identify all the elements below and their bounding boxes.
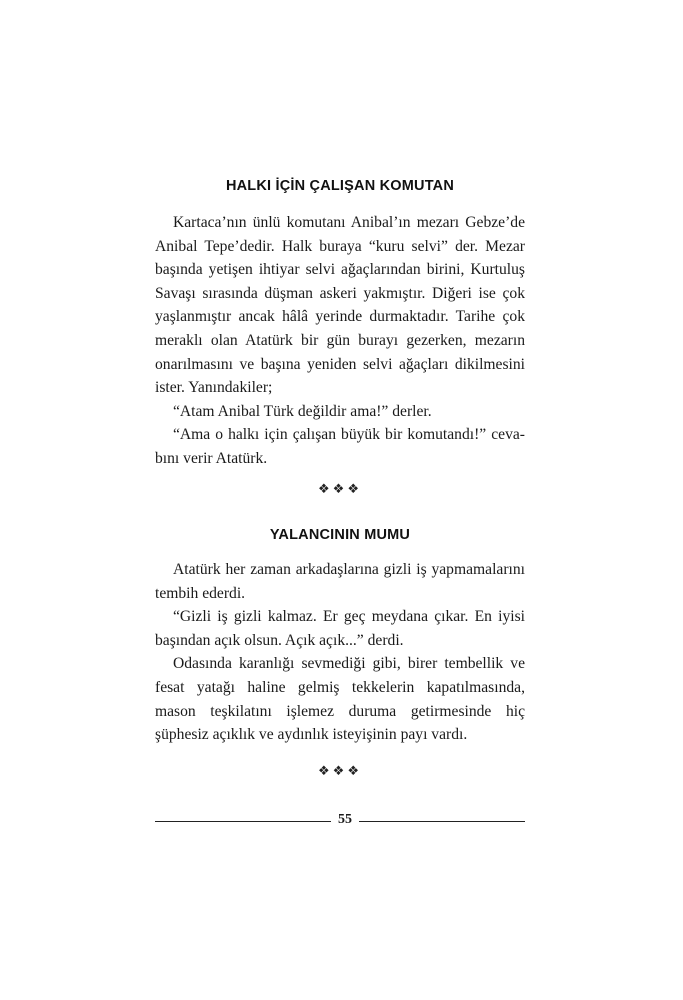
paragraph: “Atam Anibal Türk değildir ama!” derler. bbox=[173, 402, 432, 420]
section-1-body bbox=[155, 211, 525, 471]
footer-rule-right bbox=[359, 821, 525, 822]
paragraph: Kartaca’nın ünlü komutanı Anibal’ın mezarı Gebze’de Anibal Tepe’dedir. Halk buraya “kuru selvi” der. Mezar başında yetişen ihtiyar selvi ağaçlarından birini, Kurtuluş Savaşı sırasında düşman askeri yakmıştır. Diğeri ise çok yaşlanmıştır ancak hâlâ yerinde durmaktadır. Tarihe çok meraklı olan Atatürk bir gün burayı gezerken, mezarın onarılmasını ve başına yeniden selvi ağaçları dikilmesini ister. Yanındakiler; bbox=[155, 214, 525, 397]
footer-rule-left bbox=[155, 821, 331, 822]
page-footer bbox=[155, 812, 525, 832]
page-number: 55 bbox=[338, 812, 352, 827]
paragraph: “Ama o halkı için çalışan büyük bir komutandı!” cevabını verir Atatürk. bbox=[155, 426, 525, 467]
section-divider-ornament: ❖❖❖ bbox=[318, 482, 362, 497]
paragraph: “Gizli iş gizli kalmaz. Er geç meydana çıkar. En iyisi başından açık olsun. Açık açık...” derdi. bbox=[155, 608, 525, 649]
section-2-body bbox=[155, 558, 525, 747]
paragraph: Odasında karanlığı sevmediği gibi, birer tembellik ve fesat yatağı haline gelmiş tekkelerin kapatılmasında, mason teşkilatını işlemez duruma getirmesinde hiç şüphesiz açıklık ve aydınlık isteyişinin payı vardı. bbox=[155, 655, 525, 744]
section-title-2: YALANCININ MUMU bbox=[269, 527, 411, 543]
section-divider-ornament: ❖❖❖ bbox=[318, 764, 362, 779]
paragraph: Atatürk her zaman arkadaşlarına gizli iş yapmamalarını tembih ederdi. bbox=[155, 561, 525, 602]
section-title-1: HALKI İÇİN ÇALIŞAN KOMUTAN bbox=[225, 178, 455, 194]
